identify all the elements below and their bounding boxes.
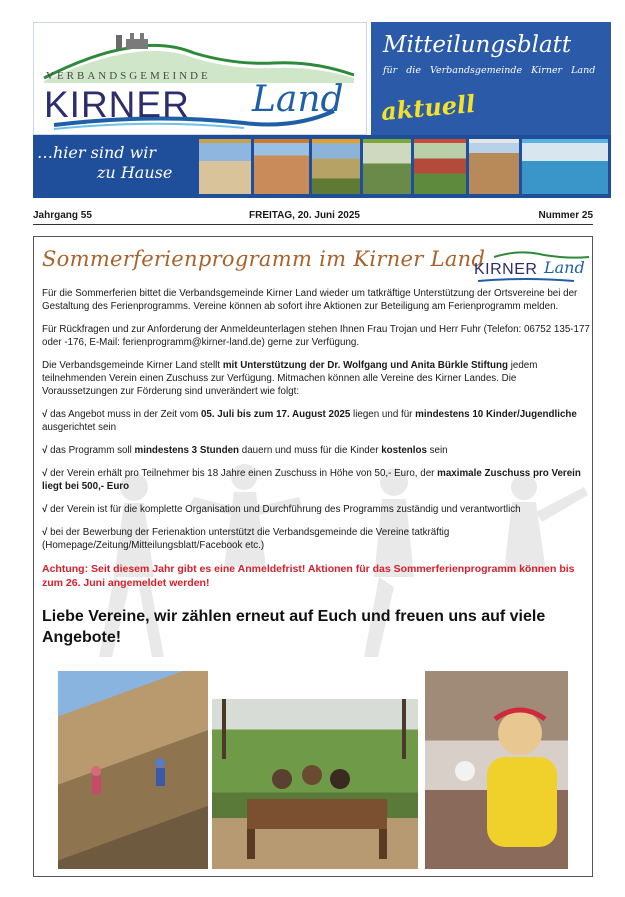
paragraph-contact: Für Rückfragen und zur Anforderung der Anmeldeunterlagen stehen Ihnen Frau Trojan und Herr Fuhr (Telefon: 06752 135-177 oder -176, E-Mail: ferienprogramm@kirner-land.de) gerne zur Verfügung. [42,324,590,348]
newsletter-subtitle: für die Verbandsgemeinde Kirner Land [383,65,596,76]
masthead [33,22,596,198]
issue-volume: Jahrgang 55 [33,210,92,221]
condition-date [42,408,590,434]
check-icon: √ [42,504,48,515]
condition-promotion [42,526,590,552]
child-crafting-icon [425,671,568,869]
text: sein [426,445,448,456]
text: Die Verbandsgemeinde Kirner Land stellt [42,360,223,371]
newsletter-title: Mitteilungsblatt [383,32,572,58]
text: das Programm soll [47,445,135,456]
paragraph-funding [42,359,590,398]
text-bold: kostenlos [381,445,427,456]
text: jedem teilnehmenden Verein einen Zuschuss zur Verfügung. Mitmachen können alle Vereine des Kirner Landes. Die Voraussetzungen zur Förderung sind unverändert wie folgt: [42,360,538,397]
photo-bench-view [212,699,418,869]
climbers-icon [58,671,208,869]
mitteilungsblatt-panel [367,22,611,135]
check-icon: √ [42,445,48,456]
text-bold: mit Unterstützung der Dr. Wolfgang und Anita Bürkle Stiftung [222,360,508,371]
article-box [33,236,593,877]
article-body [42,287,590,648]
condition-subsidy [42,467,590,493]
deadline-warning: Achtung: Seit diesem Jahr gibt es eine Anmeldefrist! Aktionen für das Sommerferienprogramm können bis zum 26. Juni angemeldet werden! [42,563,575,589]
slogan-line-2: zu Hause [97,163,173,182]
header-photo-village [363,139,411,194]
small-logo-land: Land [544,258,585,277]
header-photo-strip [33,135,611,198]
check-icon: √ [42,468,48,479]
header-photo-building-2 [254,139,309,194]
text-bold: mindestens 3 Stunden [134,445,240,456]
text-bold: mindestens 10 Kinder/Jugendliche [415,409,577,420]
land-wordmark: Land [252,79,344,120]
text: dauern und muss für die Kinder [239,445,382,456]
issue-date: FREITAG, 20. Juni 2025 [249,210,360,221]
condition-duration [42,444,590,457]
check-icon: √ [42,409,48,420]
text-bold: maximale Zuschuss pro Verein liegt bei 500,- Euro [42,468,581,492]
slogan [37,143,172,183]
divider [33,224,593,225]
text: der Verein ist für die komplette Organisation und Durchführung des Programms zuständig und verantwortlich [47,504,521,515]
text-bold: 05. Juli bis zum 17. August 2025 [200,409,351,420]
header-photo-rock [469,139,519,194]
header-photo-castle [312,139,360,194]
text: ausgerichtet sein [42,422,117,433]
header-photo-park [414,139,466,194]
photo-crafting-child [425,671,568,869]
issue-number: Nummer 25 [538,210,593,221]
text: das Angebot muss in der Zeit vom [47,409,201,420]
kirner-land-logo [33,22,367,135]
text: bei der Bewerbung der Ferienaktion unterstützt die Verbandsgemeinde die Vereine tatkräftig (Homepage/Zeitung/Mitteilungsblatt/Facebook etc.) [42,527,450,551]
slogan-line-1: …hier sind wir [37,143,157,162]
aktuell-label: aktuell [379,88,477,127]
photo-climbing [58,671,208,869]
paragraph-intro: Für die Sommerferien bittet die Verbandsgemeinde Kirner Land wieder um tatkräftige Unterstützung der Ortsvereine bei der Gestaltung des Ferienprogramms. Vereine können ab sofort ihre Aktionen zur Beteiligung am Ferienprogramm melden. [42,288,578,312]
verbandsgemeinde-label: VERBANDSGEMEINDE [46,70,211,82]
kirner-land-small-logo [474,247,592,287]
header-photo-building-1 [199,139,251,194]
article-title: Sommerferienprogramm im Kirner Land [42,247,486,271]
text: liegen und für [350,409,416,420]
small-logo-kirner: KIRNER [474,261,538,278]
text: der Verein erhält pro Teilnehmer bis 18 Jahre einen Zuschuss in Höhe von 50,- Euro, der [47,468,438,479]
header-photo-pool [522,139,608,194]
closing-statement: Liebe Vereine, wir zählen erneut auf Euch und freuen uns auf viele Angebote! [42,608,546,646]
kirner-wordmark: KIRNER [44,84,190,125]
condition-organisation [42,503,590,516]
check-icon: √ [42,527,48,538]
bench-icon [212,699,418,869]
